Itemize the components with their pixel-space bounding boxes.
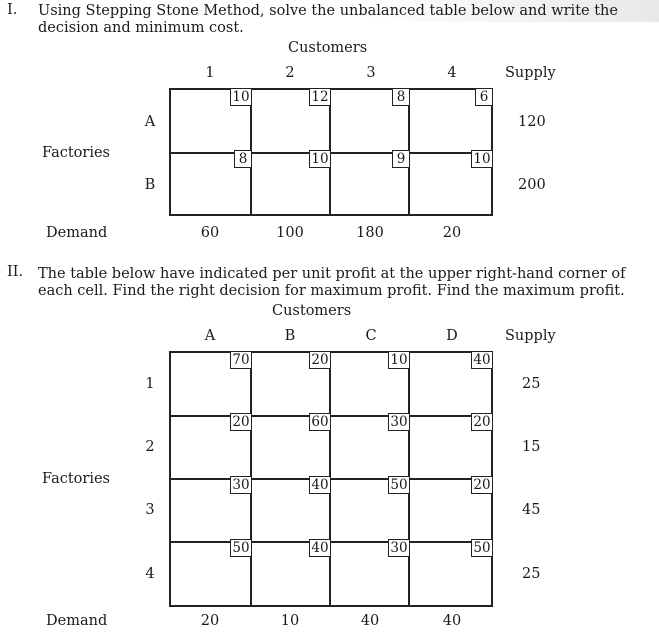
problem2-supply-value: 25: [522, 566, 541, 582]
unit-profit: 30: [230, 476, 252, 494]
table-cell: [408, 152, 491, 214]
problem2-factories-label: Factories: [42, 471, 110, 487]
problem2-demand-value: 20: [200, 613, 220, 629]
table-cell: [329, 90, 410, 154]
unit-profit: 20: [471, 413, 493, 431]
table-cell: [250, 415, 331, 480]
problem2-supply-value: 45: [522, 502, 541, 518]
problem1-demand-value: 100: [276, 225, 304, 241]
table-cell: [329, 415, 410, 480]
problem1-demand-value: 60: [200, 225, 220, 241]
unit-profit: 30: [388, 413, 410, 431]
table-cell: [408, 90, 491, 154]
unit-profit: 40: [309, 539, 331, 557]
problem1-col-header: 2: [285, 65, 295, 81]
problem2-supply-value: 25: [522, 376, 541, 392]
table-cell: [250, 90, 331, 154]
unit-cost: 8: [234, 150, 252, 168]
problem1-col-header: 1: [205, 65, 215, 81]
problem1-supply-value: 200: [518, 177, 546, 193]
problem1-line1: Using Stepping Stone Method, solve the unbalanced table below and write the: [38, 3, 618, 19]
problem1-demand-label: Demand: [46, 225, 108, 241]
problem2-text: [38, 266, 626, 300]
problem1-col-header: 3: [366, 65, 376, 81]
problem1-cost-table: [169, 88, 493, 216]
table-cell: [171, 90, 252, 154]
problem1-row-label: B: [144, 177, 156, 193]
unit-cost: 9: [392, 150, 410, 168]
problem2-col-header: A: [204, 328, 216, 344]
unit-profit: 60: [309, 413, 331, 431]
unit-cost: 10: [309, 150, 331, 168]
problem1-text: [38, 3, 618, 37]
problem2-col-header: B: [284, 328, 296, 344]
table-cell: [408, 353, 491, 417]
table-cell: [171, 353, 252, 417]
table-cell: [250, 353, 331, 417]
unit-profit: 40: [309, 476, 331, 494]
problem2-profit-table: [169, 351, 493, 607]
unit-profit: 20: [471, 476, 493, 494]
problem2-row-label: 2: [145, 439, 155, 455]
problem2-supply-label: Supply: [505, 328, 556, 344]
problem1-supply-label: Supply: [505, 65, 556, 81]
table-cell: [329, 353, 410, 417]
problem2-row-label: 3: [145, 502, 155, 518]
table-cell: [329, 541, 410, 605]
unit-profit: 40: [471, 351, 493, 369]
problem2-demand-label: Demand: [46, 613, 108, 629]
problem2-number: II.: [7, 264, 24, 280]
unit-cost: 10: [471, 150, 493, 168]
problem1-customers-label: Customers: [288, 40, 368, 56]
table-cell: [250, 478, 331, 543]
unit-profit: 30: [388, 539, 410, 557]
table-cell: [329, 478, 410, 543]
problem2-row-label: 1: [145, 376, 155, 392]
table-cell: [250, 541, 331, 605]
table-cell: [408, 415, 491, 480]
table-cell: [408, 478, 491, 543]
unit-profit: 10: [388, 351, 410, 369]
table-cell: [329, 152, 410, 214]
problem2-demand-value: 10: [280, 613, 300, 629]
problem2-line1: The table below have indicated per unit profit at the upper right-hand corner of: [38, 266, 626, 282]
unit-profit: 50: [388, 476, 410, 494]
unit-profit: 70: [230, 351, 252, 369]
problem2-col-header: D: [446, 328, 458, 344]
unit-cost: 10: [230, 88, 252, 106]
problem2-customers-label: Customers: [272, 303, 352, 319]
problem2-col-header: C: [365, 328, 377, 344]
unit-cost: 6: [475, 88, 493, 106]
problem1-supply-value: 120: [518, 114, 546, 130]
table-cell: [171, 152, 252, 214]
unit-profit: 20: [309, 351, 331, 369]
problem1-row-label: A: [144, 114, 156, 130]
problem1-demand-value: 20: [442, 225, 462, 241]
unit-profit: 50: [230, 539, 252, 557]
table-cell: [408, 541, 491, 605]
unit-cost: 12: [309, 88, 331, 106]
problem1-col-header: 4: [447, 65, 457, 81]
problem1-line2: decision and minimum cost.: [38, 20, 244, 36]
problem1-demand-value: 180: [356, 225, 384, 241]
problem2-supply-value: 15: [522, 439, 541, 455]
unit-profit: 20: [230, 413, 252, 431]
unit-profit: 50: [471, 539, 493, 557]
table-cell: [171, 541, 252, 605]
problem2-demand-value: 40: [442, 613, 462, 629]
unit-cost: 8: [392, 88, 410, 106]
problem2-demand-value: 40: [360, 613, 380, 629]
table-cell: [171, 478, 252, 543]
problem1-factories-label: Factories: [42, 145, 110, 161]
table-cell: [250, 152, 331, 214]
table-cell: [171, 415, 252, 480]
problem2-line2: each cell. Find the right decision for maximum profit. Find the maximum profit.: [38, 283, 625, 299]
problem1-number: I.: [7, 2, 18, 18]
problem2-row-label: 4: [145, 566, 155, 582]
